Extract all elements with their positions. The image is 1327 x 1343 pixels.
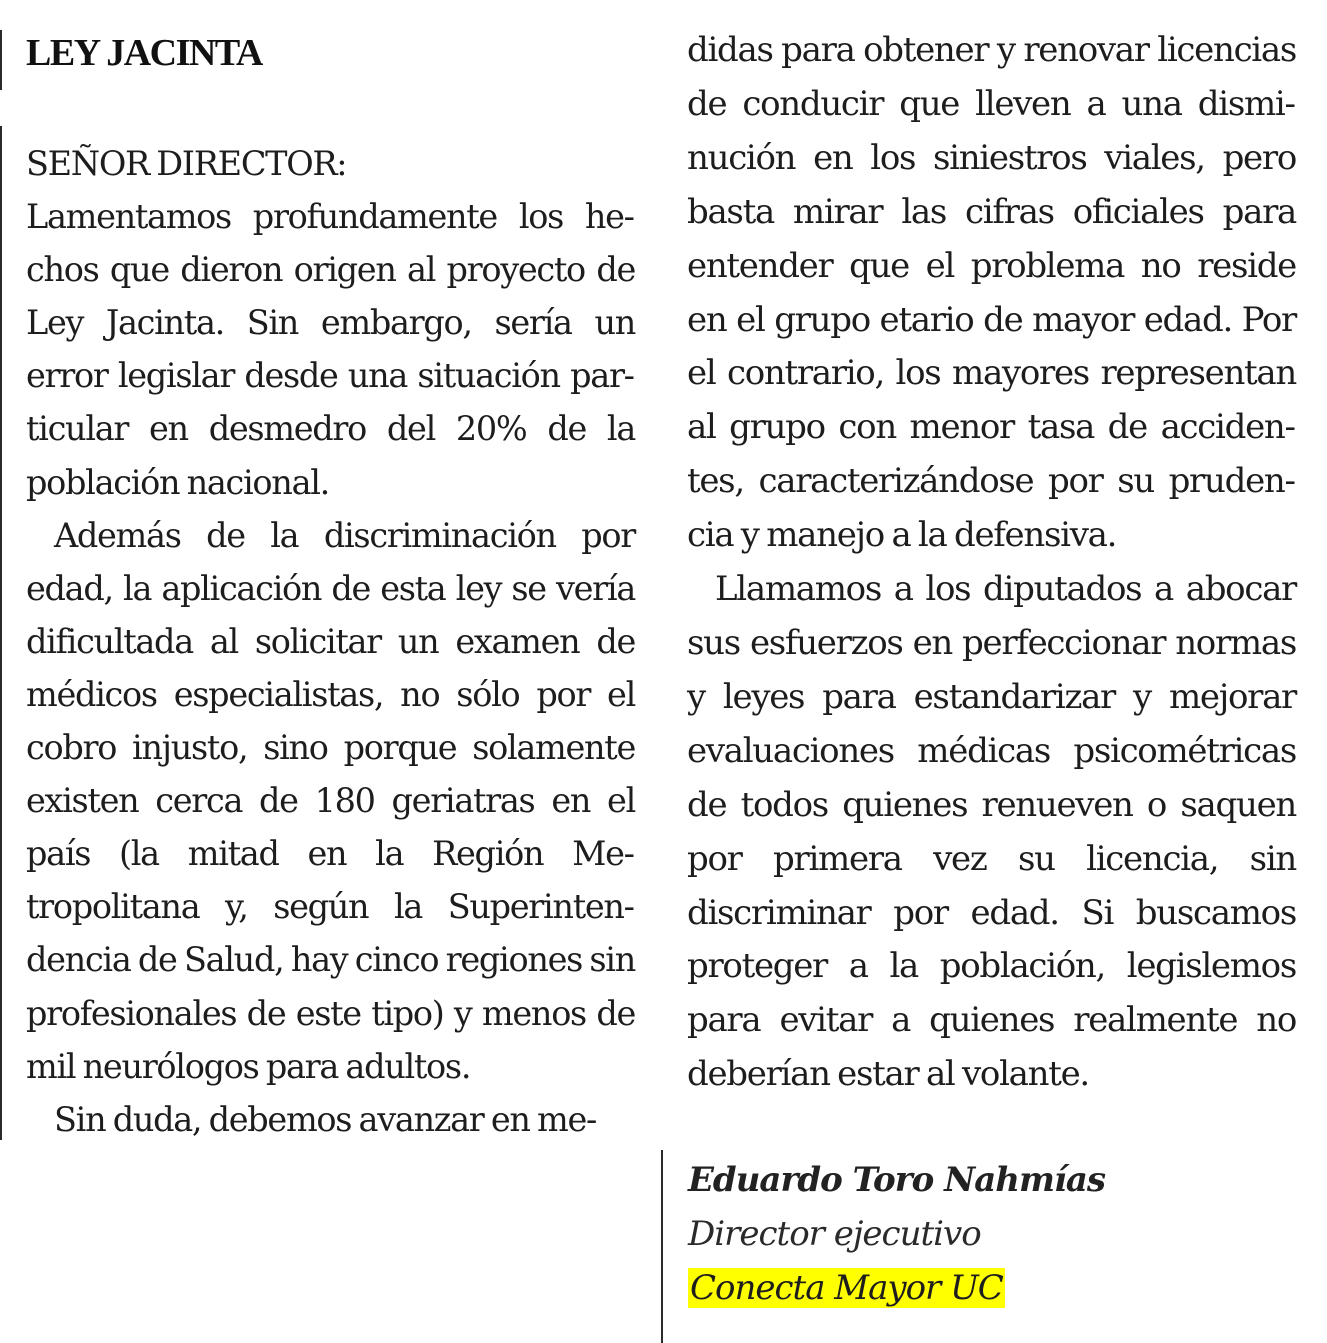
left-column-rule <box>0 126 2 1140</box>
paragraph: Sin duda, debemos avanzar en me- <box>54 1099 597 1139</box>
signature-title: Director ejecutivo <box>688 1214 981 1254</box>
paragraph: Llamamos a los diputados a abocar sus esfuerzos en perfeccionar normas y leyes para estandarizar y mejorar evaluaciones médicas psicométricas de todos quienes renueven o saquen por primera vez su licencia, sin discriminar por edad. Si buscamos proteger a la población, legislemos para evitar a quienes realmente no deberían estar al volante. <box>687 569 1296 1095</box>
letter-column-right <box>687 24 1296 1102</box>
paragraph: Lamentamos profundamente los hechos que dieron origen al proyecto de Ley Jacinta. Sin embargo, sería un error legislar desde una situación particular en desmedro del 20% de la población nacional. <box>26 197 635 502</box>
paragraph: didas para obtener y renovar licencias de conducir que lleven a una disminución en los siniestros viales, pero basta mirar las cifras oficiales para entender que el problema no reside en el grupo etario de mayor edad. Por el contrario, los mayores representan al grupo con menor tasa de accidentes, caracterizándose por su prudencia y manejo a la defensiva. <box>687 30 1296 556</box>
signature <box>688 1153 1105 1315</box>
signature-organization <box>688 1261 1005 1315</box>
letter-column-left <box>26 137 635 1146</box>
paragraph: Además de la discriminación por edad, la aplicación de esta ley se vería dificultada al solicitar un examen de médicos especialistas, no sólo por el cobro injusto, sino porque solamente existen cerca de 180 geriatras en el país (la mitad en la Región Metropolitana y, según la Superintendencia de Salud, hay cinco regiones sin profesionales de este tipo) y menos de mil neurólogos para adultos. <box>26 515 635 1086</box>
headline-rule <box>0 30 2 90</box>
headline: LEY JACINTA <box>26 32 262 74</box>
organization-highlight: Conecta Mayor UC <box>690 1268 1003 1308</box>
signature-name: Eduardo Toro Nahmías <box>688 1160 1106 1200</box>
salutation: SEÑOR DIRECTOR: <box>26 144 347 183</box>
signature-rule <box>661 1150 663 1343</box>
